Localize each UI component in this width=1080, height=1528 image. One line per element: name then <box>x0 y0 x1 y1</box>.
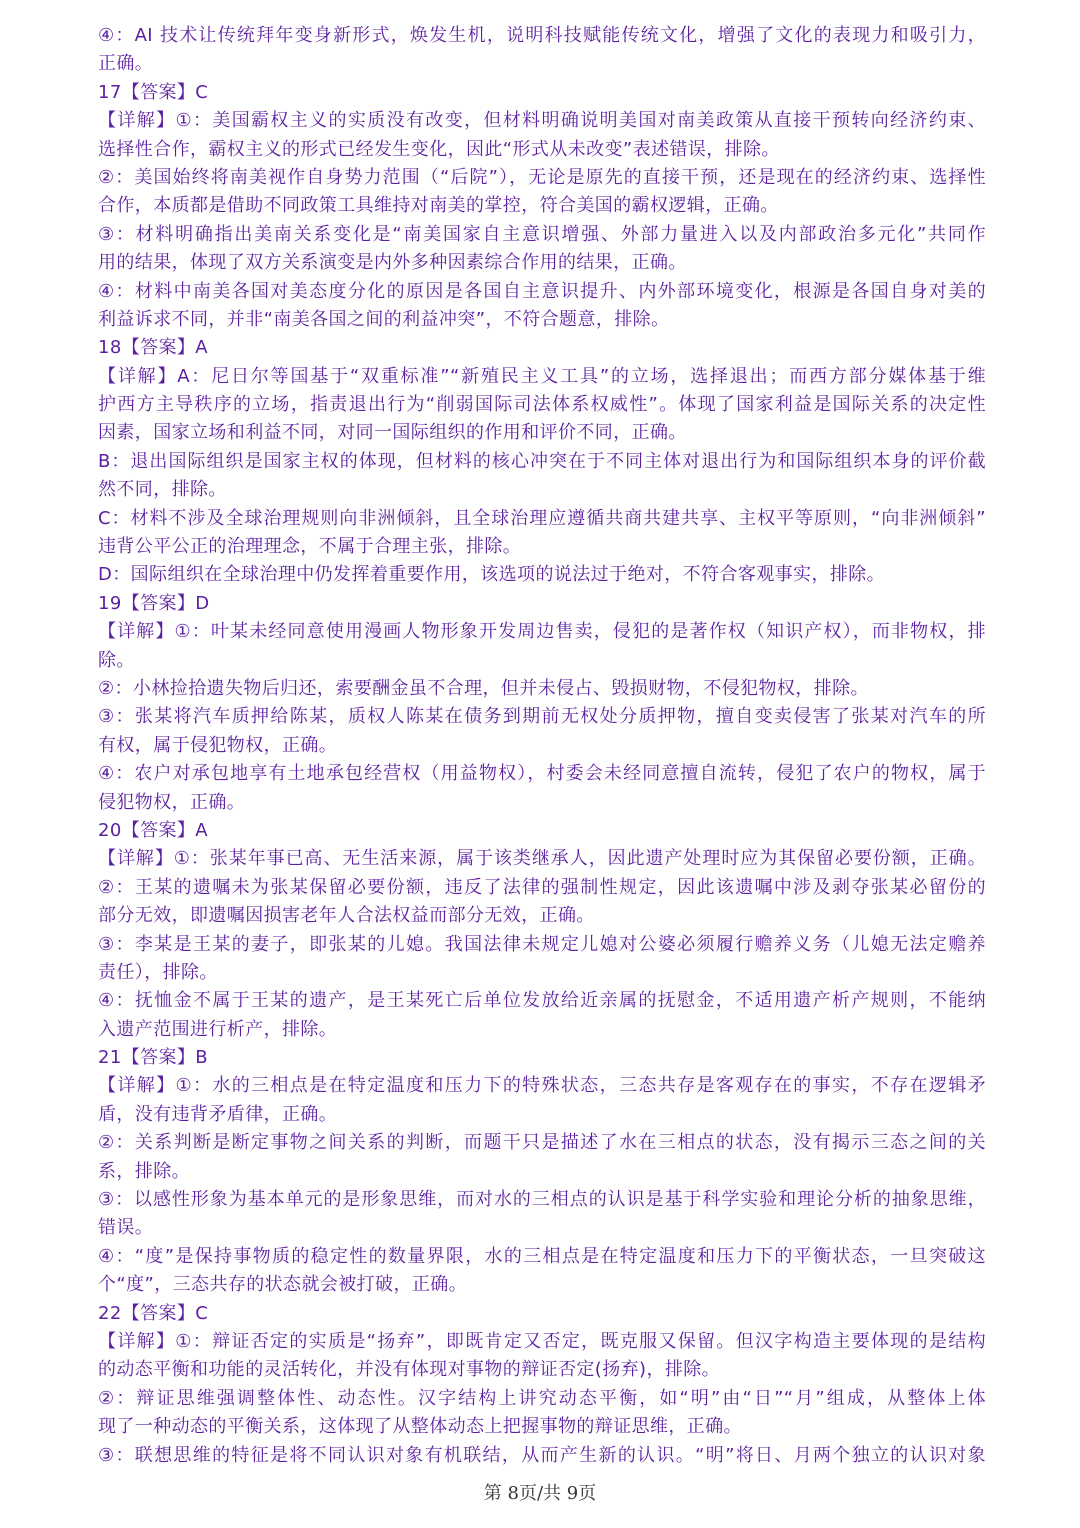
text-line: 正确。 <box>98 53 154 75</box>
text-line: 侵犯物权，正确。 <box>98 791 246 813</box>
text-line: 除。 <box>98 649 135 671</box>
text-line: 责任），排除。 <box>98 961 218 983</box>
text-line: ③：张某将汽车质押给陈某，质权人陈某在债务到期前无权处分质押物，擅自变卖侵害了张某对汽车的所 <box>98 706 986 728</box>
text-line: ②：辩证思维强调整体性、动态性。汉字结构上讲究动态平衡，如“明”由“日”“月”组成，从整体上体 <box>98 1387 986 1409</box>
text-line: 系，排除。 <box>98 1160 190 1182</box>
text-line: 17【答案】C <box>98 81 209 103</box>
text-line: ③：李某是王某的妻子，即张某的儿媳。我国法律未规定儿媳对公婆必须履行赡养义务（儿媳无法定赡养 <box>98 933 986 955</box>
text-line: 的动态平衡和功能的灵活转化，并没有体现对事物的辩证否定(扬弃)，排除。 <box>98 1359 721 1381</box>
text-line: 有权，属于侵犯物权，正确。 <box>98 734 338 756</box>
text-line: ②：小林捡拾遗失物后归还，索要酬金虽不合理，但并未侵占、毁损财物，不侵犯物权，排除。 <box>98 677 869 699</box>
text-line: 【详解】①：美国霸权主义的实质没有改变，但材料明确说明美国对南美政策从直接干预转向经济约束、 <box>98 110 986 132</box>
text-line: ②：关系判断是断定事物之间关系的判断，而题干只是描述了水在三相点的状态，没有揭示三态之间的关 <box>98 1132 986 1154</box>
text-line: ②：王某的遗嘱未为张某保留必要份额，违反了法律的强制性规定，因此该遗嘱中涉及剥夺张某必留份的 <box>98 876 986 898</box>
text-line: B：退出国际组织是国家主权的体现，但材料的核心冲突在于不同主体对退出行为和国际组织本身的评价截 <box>98 450 986 472</box>
text-line: ④：材料中南美各国对美态度分化的原因是各国自主意识提升、内外部环境变化，根源是各国自身对美的 <box>98 280 986 302</box>
text-line: 护西方主导秩序的立场，指责退出行为“削弱国际司法体系权威性”。体现了国家利益是国际关系的决定性 <box>98 394 986 416</box>
text-line: 部分无效，即遗嘱因损害老年人合法权益而部分无效，正确。 <box>98 905 595 927</box>
text-line: 21【答案】B <box>98 1047 209 1069</box>
text-line: 入遗产范围进行析产，排除。 <box>98 1018 338 1040</box>
text-line: 用的结果，体现了双方关系演变是内外多种因素综合作用的结果，正确。 <box>98 252 687 274</box>
text-line: 错误。 <box>98 1217 154 1239</box>
page-number-footer: 第 8页/共 9页 <box>483 1483 597 1504</box>
text-line: ③：联想思维的特征是将不同认识对象有机联结，从而产生新的认识。“明”将日、月两个独立的认识对象 <box>98 1444 986 1466</box>
text-line: 18【答案】A <box>98 337 209 359</box>
text-line: C：材料不涉及全球治理规则向非洲倾斜，且全球治理应遵循共商共建共享、主权平等原则，“向非洲倾斜” <box>98 507 986 529</box>
text-line: 个“度”，三态共存的状态就会被打破，正确。 <box>98 1274 468 1296</box>
text-line: 【详解】A：尼日尔等国基于“双重标准”“新殖民主义工具”的立场，选择退出；而西方部分媒体基于维 <box>98 365 986 387</box>
text-line: ④：AI 技术让传统拜年变身新形式，焕发生机，说明科技赋能传统文化，增强了文化的表现力和吸引力， <box>98 25 986 46</box>
text-line: 【详解】①：叶某未经同意使用漫画人物形象开发周边售卖，侵犯的是著作权（知识产权），而非物权，排 <box>98 621 986 643</box>
text-line: 合作，本质都是借助不同政策工具维持对南美的掌控，符合美国的霸权逻辑，正确。 <box>98 195 779 217</box>
text-line: ④：农户对承包地享有土地承包经营权（用益物权），村委会未经同意擅自流转，侵犯了农户的物权，属于 <box>98 763 986 785</box>
text-line: 22【答案】C <box>98 1302 209 1324</box>
document-body <box>98 22 986 1470</box>
text-line: ③：材料明确指出美南关系变化是“南美国家自主意识增强、外部力量进入以及内部政治多元化”共同作 <box>98 223 986 245</box>
text-line: ③：以感性形象为基本单元的是形象思维，而对水的三相点的认识是基于科学实验和理论分析的抽象思维， <box>98 1189 986 1211</box>
text-line: ④：抚恤金不属于王某的遗产，是王某死亡后单位发放给近亲属的抚慰金，不适用遗产析产规则，不能纳 <box>98 990 986 1012</box>
text-line: 盾，没有违背矛盾律，正确。 <box>98 1103 338 1125</box>
text-line: 20【答案】A <box>98 819 209 841</box>
text-line: ④：“度”是保持事物质的稳定性的数量界限，水的三相点是在特定温度和压力下的平衡状态，一旦突破这 <box>98 1245 986 1267</box>
text-line: 【详解】①：水的三相点是在特定温度和压力下的特殊状态，三态共存是客观存在的事实，不存在逻辑矛 <box>98 1075 986 1097</box>
text-line: 现了一种动态的平衡关系，这体现了从整体动态上把握事物的辩证思维，正确。 <box>98 1416 742 1438</box>
text-line: 然不同，排除。 <box>98 479 227 501</box>
text-line: 【详解】①：辩证否定的实质是“扬弃”，即既肯定又否定，既克服又保留。但汉字构造主要体现的是结构 <box>98 1330 986 1352</box>
text-line: 违背公平公正的治理理念，不属于合理主张，排除。 <box>98 536 522 558</box>
text-line: 19【答案】D <box>98 592 210 614</box>
text-line: ②：美国始终将南美视作自身势力范围（“后院”），无论是原先的直接干预，还是现在的经济约束、选择性 <box>98 166 986 188</box>
text-line: 因素，国家立场和利益不同，对同一国际组织的作用和评价不同，正确。 <box>98 422 687 444</box>
text-line: 【详解】①：张某年事已高、无生活来源，属于该类继承人，因此遗产处理时应为其保留必要份额，正确。 <box>98 848 986 870</box>
text-line: 选择性合作，霸权主义的形式已经发生变化，因此“形式从未改变”表述错误，排除。 <box>98 138 780 160</box>
text-line: 利益诉求不同，并非“南美各国之间的利益冲突”，不符合题意，排除。 <box>98 308 670 330</box>
text-line: D：国际组织在全球治理中仍发挥着重要作用，该选项的说法过于绝对，不符合客观事实，排除。 <box>98 564 886 586</box>
